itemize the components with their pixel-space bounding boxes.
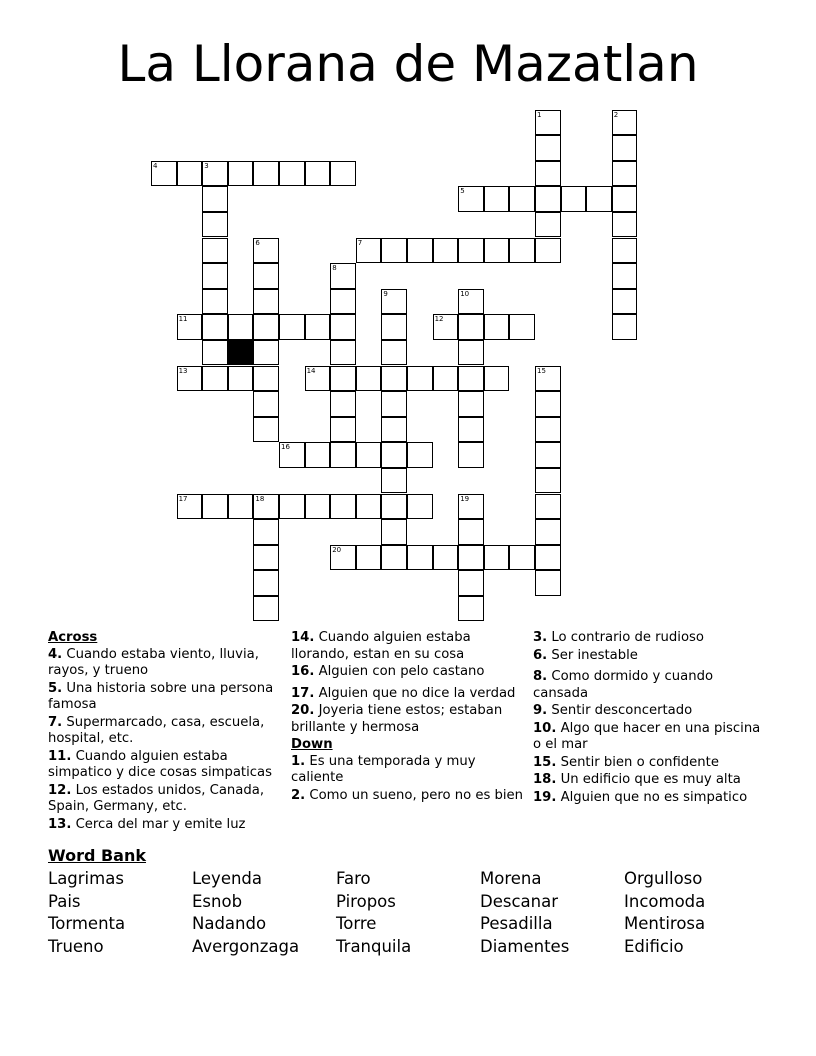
clue-across-7: 7. Supermarcado, casa, escuela, hospital, etc. [48,714,265,746]
word-bank-item: Incomoda [624,891,706,911]
clue-across-4: 4. Cuando estaba viento, lluvia, rayos, y trueno [48,646,259,678]
grid-cell[interactable] [612,263,638,289]
grid-cell[interactable] [305,494,331,520]
grid-cell[interactable] [253,391,279,417]
grid-cell[interactable] [535,442,561,468]
grid-cell[interactable] [458,519,484,545]
word-bank-item: Esnob [192,891,243,911]
grid-cell[interactable] [535,417,561,443]
grid-cell[interactable] [458,391,484,417]
cell-number: 18 [255,494,265,503]
grid-cell[interactable] [202,289,228,315]
grid-cell[interactable] [279,494,305,520]
clue-across-14: 14. Cuando alguien estaba llorando, estan en su cosa [291,630,471,662]
clues-column-1 [48,630,283,834]
grid-cell[interactable] [509,186,535,212]
grid-cell[interactable] [330,340,356,366]
clues-column-3 [533,630,769,807]
word-bank-item: Orgulloso [624,869,703,888]
grid-cell[interactable] [202,161,228,187]
grid-cell[interactable] [484,545,510,571]
grid-cell[interactable] [407,442,433,468]
grid-cell[interactable] [458,238,484,264]
grid-cell[interactable] [330,263,356,289]
grid-cell[interactable] [228,366,254,392]
word-bank-item: Tormenta [48,914,126,934]
grid-cell[interactable] [484,186,510,212]
grid-cell[interactable] [356,545,382,571]
clue-across-12: 12. Los estados unidos, Canada, Spain, Germany, etc. [48,782,265,814]
grid-cell[interactable] [535,161,561,187]
word-bank-item: Torre [336,914,377,934]
cell-number: 4 [153,161,158,170]
grid-cell[interactable] [535,519,561,545]
grid-cell[interactable] [253,417,279,443]
grid-cell[interactable] [381,366,407,392]
cell-number: 16 [281,443,290,452]
grid-cell[interactable] [535,135,561,161]
word-bank-item: Piropos [336,891,396,911]
grid-cell[interactable] [202,263,228,289]
cell-number: 9 [383,289,388,298]
black-cell [228,340,254,366]
grid-cell[interactable] [330,314,356,340]
word-bank-item: Morena [480,869,542,888]
grid-cell[interactable] [202,494,228,520]
clue-down-6: 6. Ser inestable [533,647,638,663]
grid-cell[interactable] [535,545,561,571]
word-bank-item: Edificio [624,936,684,956]
grid-cell[interactable] [535,570,561,596]
word-bank-item: Trueno [48,936,104,956]
grid-cell[interactable] [458,289,484,315]
grid-cell[interactable] [279,314,305,340]
grid-cell[interactable] [458,494,484,520]
grid-cell[interactable] [484,314,510,340]
grid-cell[interactable] [279,161,305,187]
grid-cell[interactable] [407,494,433,520]
grid-cell[interactable] [381,442,407,468]
grid-cell[interactable] [177,314,203,340]
grid-cell[interactable] [433,238,459,264]
grid-cell[interactable] [433,314,459,340]
grid-cell[interactable] [356,494,382,520]
clue-across-13: 13. Cerca del mar y emite luz [48,816,246,832]
grid-cell[interactable] [458,417,484,443]
cell-number: 8 [332,264,337,273]
grid-cell[interactable] [253,263,279,289]
grid-cell[interactable] [381,468,407,494]
grid-cell[interactable] [535,494,561,520]
grid-cell[interactable] [381,417,407,443]
grid-cell[interactable] [381,238,407,264]
grid-cell[interactable] [202,314,228,340]
grid-cell[interactable] [253,366,279,392]
grid-cell[interactable] [612,212,638,238]
grid-cell[interactable] [458,545,484,571]
grid-cell[interactable] [535,238,561,264]
grid-cell[interactable] [535,110,561,136]
grid-cell[interactable] [202,212,228,238]
clue-across-16: 16. Alguien con pelo castano [291,664,485,679]
clue-across-11: 11. Cuando alguien estaba simpatico y dice cosas simpaticas [48,748,272,780]
grid-cell[interactable] [561,186,587,212]
grid-cell[interactable] [253,314,279,340]
clue-down-9: 9. Sentir desconcertado [533,703,693,718]
grid-cell[interactable] [458,596,484,622]
grid-cell[interactable] [330,289,356,315]
word-bank-item: Mentirosa [624,914,706,934]
cell-number: 6 [255,238,260,247]
grid-cell[interactable] [509,238,535,264]
cell-number: 17 [178,494,188,503]
clues-column-2 [291,630,527,805]
word-bank-item: Pais [48,891,81,911]
grid-cell[interactable] [177,494,203,520]
cell-number: 19 [460,494,470,503]
clue-down-10: 10. Algo que hacer en una piscina o el mar [533,720,761,752]
grid-cell[interactable] [407,545,433,571]
grid-cell[interactable] [279,442,305,468]
grid-cell[interactable] [535,186,561,212]
clue-down-15: 15. Sentir bien o confidente [533,754,719,770]
clue-across-17: 17. Alguien que no dice la verdad [291,685,516,701]
clue-down-18: 18. Un edificio que es muy alta [533,772,741,787]
word-bank-item: Diamentes [480,936,570,956]
clue-down-1: 1. Es una temporada y muy caliente [291,753,476,785]
cell-number: 11 [178,315,188,324]
grid-cell[interactable] [253,570,279,596]
cell-number: 12 [434,315,444,324]
grid-cell[interactable] [151,161,177,187]
grid-cell[interactable] [202,340,228,366]
grid-cell[interactable] [253,161,279,187]
grid-cell[interactable] [330,442,356,468]
across-heading: Across [48,630,98,645]
grid-cell[interactable] [253,545,279,571]
grid-cell[interactable] [202,186,228,212]
grid-cell[interactable] [535,366,561,392]
grid-cell[interactable] [458,314,484,340]
grid-cell[interactable] [253,340,279,366]
grid-cell[interactable] [305,314,331,340]
word-bank-item: Avergonzaga [192,936,300,956]
grid-cell[interactable] [407,238,433,264]
clue-across-20: 20. Joyeria tiene estos; estaban brillante y hermosa [291,703,503,735]
cell-number: 15 [537,366,546,375]
grid-cell[interactable] [330,161,356,187]
grid-cell[interactable] [228,161,254,187]
grid-cell[interactable] [433,545,459,571]
grid-cell[interactable] [381,340,407,366]
grid-cell[interactable] [381,289,407,315]
grid-cell[interactable] [356,366,382,392]
grid-cell[interactable] [535,391,561,417]
grid-cell[interactable] [177,366,203,392]
grid-cell[interactable] [330,391,356,417]
grid-cell[interactable] [202,238,228,264]
grid-cell[interactable] [253,238,279,264]
cell-number: 14 [306,366,316,375]
grid-cell[interactable] [458,570,484,596]
grid-cell[interactable] [612,289,638,315]
grid-cell[interactable] [381,545,407,571]
grid-cell[interactable] [228,314,254,340]
puzzle-title: La Llorana de Mazatlan [117,35,699,93]
clue-across-5: 5. Una historia sobre una persona famosa [48,680,274,712]
grid-cell[interactable] [356,238,382,264]
grid-cell[interactable] [535,212,561,238]
grid-cell[interactable] [381,391,407,417]
grid-cell[interactable] [330,545,356,571]
grid-cell[interactable] [305,161,331,187]
grid-cell[interactable] [253,494,279,520]
cell-number: 13 [178,366,188,375]
grid-cell[interactable] [509,314,535,340]
grid-cell[interactable] [612,161,638,187]
word-bank-heading: Word Bank [48,846,147,865]
grid-cell[interactable] [177,161,203,187]
word-bank-item: Tranquila [336,936,412,956]
clue-down-19: 19. Alguien que no es simpatico [533,789,748,805]
grid-cell[interactable] [458,442,484,468]
grid-cell[interactable] [305,442,331,468]
grid-cell[interactable] [612,314,638,340]
grid-cell[interactable] [330,417,356,443]
clue-down-3: 3. Lo contrario de rudioso [533,630,704,645]
cell-number: 7 [357,238,363,247]
grid-cell[interactable] [305,366,331,392]
word-bank-item: Pesadilla [480,914,553,934]
word-bank-item: Descanar [480,891,558,911]
grid-cell[interactable] [612,135,638,161]
grid-cell[interactable] [612,110,638,136]
grid-cell[interactable] [330,366,356,392]
grid-cell[interactable] [586,186,612,212]
grid-cell[interactable] [433,366,459,392]
cell-number: 5 [460,187,465,196]
word-bank-item: Faro [336,869,371,888]
grid-cell[interactable] [202,366,228,392]
clue-down-2: 2. Como un sueno, pero no es bien [291,787,524,803]
word-bank-item: Lagrimas [48,869,124,888]
cell-number: 3 [204,161,209,170]
grid-cell[interactable] [509,545,535,571]
word-bank-item: Leyenda [192,869,263,888]
grid-cell[interactable] [407,366,433,392]
cell-number: 10 [460,289,470,298]
grid-cell[interactable] [356,442,382,468]
grid-cell[interactable] [330,494,356,520]
word-bank [48,868,778,958]
grid-cell[interactable] [381,314,407,340]
grid-cell[interactable] [228,494,254,520]
grid-cell[interactable] [484,366,510,392]
cell-number: 2 [613,110,619,119]
clue-down-8: 8. Como dormido y cuando cansada [533,669,714,701]
grid-cell[interactable] [253,519,279,545]
cell-number: 20 [332,545,342,554]
grid-cell[interactable] [612,238,638,264]
grid-cell[interactable] [484,238,510,264]
grid-cell[interactable] [612,186,638,212]
grid-cell[interactable] [381,494,407,520]
down-heading: Down [291,737,333,752]
grid-cell[interactable] [253,596,279,622]
word-bank-item: Nadando [192,914,267,934]
grid-cell[interactable] [458,366,484,392]
cell-number: 1 [537,110,542,119]
grid-cell[interactable] [381,519,407,545]
grid-cell[interactable] [458,340,484,366]
grid-cell[interactable] [253,289,279,315]
grid-cell[interactable] [458,186,484,212]
grid-cell[interactable] [535,468,561,494]
